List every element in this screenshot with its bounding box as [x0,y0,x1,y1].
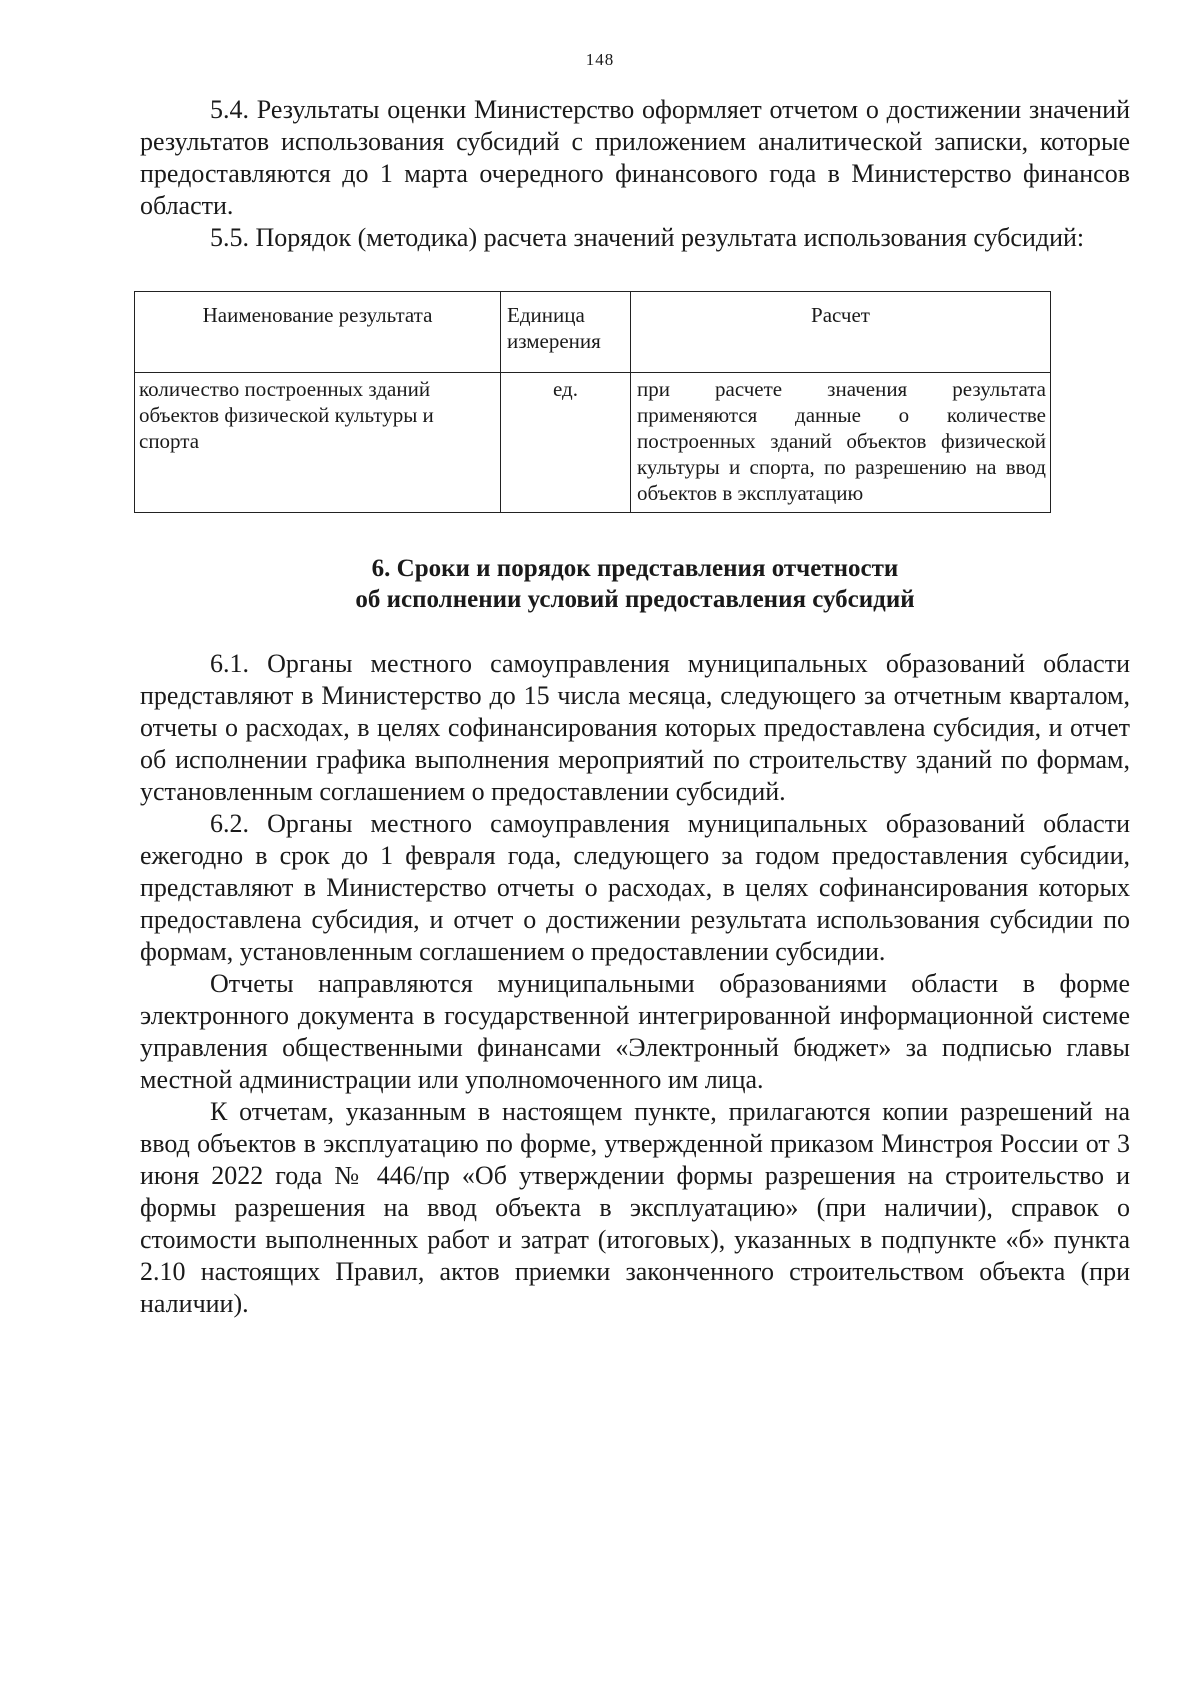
header-unit: Единица измерения [501,292,631,373]
table-row [135,373,1051,513]
calculation-table [134,291,1051,513]
paragraph-attachments: К отчетам, указанным в настоящем пункте, прилагаются копии разрешений на ввод объектов в эксплуатацию по форме, утвержденной приказом Минстроя России от 3 июня 2022 года № 446/пр «Об утверждении формы разрешения на строительство и формы разрешения на ввод объекта в эксплуатацию» (при наличии), справок о стоимости выполненных работ и затрат (итоговых), указанных в подпункте «б» пункта 2.10 настоящих Правил, актов приемки законченного строительством объекта (при наличии). [140,1097,1130,1318]
section-heading-line-2: об исполнении условий предоставления субсидий [355,586,915,613]
table-header-row [135,292,1051,373]
paragraph-5-5: 5.5. Порядок (методика) расчета значений результата использования субсидий: [210,223,1085,252]
section-heading-line-1: 6. Сроки и порядок представления отчетности [371,555,899,582]
paragraph-5-4: 5.4. Результаты оценки Министерство оформляет отчетом о достижении значений результатов использования субсидий с приложением аналитической записки, которые предоставляются до 1 марта очередного финансового года в Министерство финансов области. [140,95,1130,220]
paragraph-6-2: 6.2. Органы местного самоуправления муниципальных образований области ежегодно в срок до 1 февраля года, следующего за годом предоставления субсидии, представляют в Министерство отчеты о расходах, в целях софинансирования которых предоставлена субсидия, и отчет о достижении результата использования субсидии по формам, установленным соглашением о предоставлении субсидии. [140,809,1130,966]
header-result-name: Наименование результата [135,292,501,373]
cell-unit: ед. [501,373,631,513]
cell-calculation: при расчете значения результата применяются данные о количестве построенных зданий объектов физической культуры и спорта, по разрешению на ввод объектов в эксплуатацию [631,373,1051,513]
header-calculation: Расчет [631,292,1051,373]
document-body [140,94,1130,1320]
paragraph-6-1: 6.1. Органы местного самоуправления муниципальных образований области представляют в Министерство до 15 числа месяца, следующего за отчетным кварталом, отчеты о расходах, в целях софинансирования которых предоставлена субсидия, и отчет об исполнении графика выполнения мероприятий по строительству зданий по формам, установленным соглашением о предоставлении субсидий. [140,649,1130,806]
cell-result-name: количество построенных зданий объектов физической культуры и спорта [135,373,501,513]
paragraph-reports-submission: Отчеты направляются муниципальными образованиями области в форме электронного документа в государственной интегрированной информационной системе управления общественными финансами «Электронный бюджет» за подписью главы местной администрации или уполномоченного им лица. [140,969,1130,1094]
section-6-heading [140,553,1130,615]
page-number: 148 [585,50,615,69]
calculation-table-wrapper [134,291,1051,513]
